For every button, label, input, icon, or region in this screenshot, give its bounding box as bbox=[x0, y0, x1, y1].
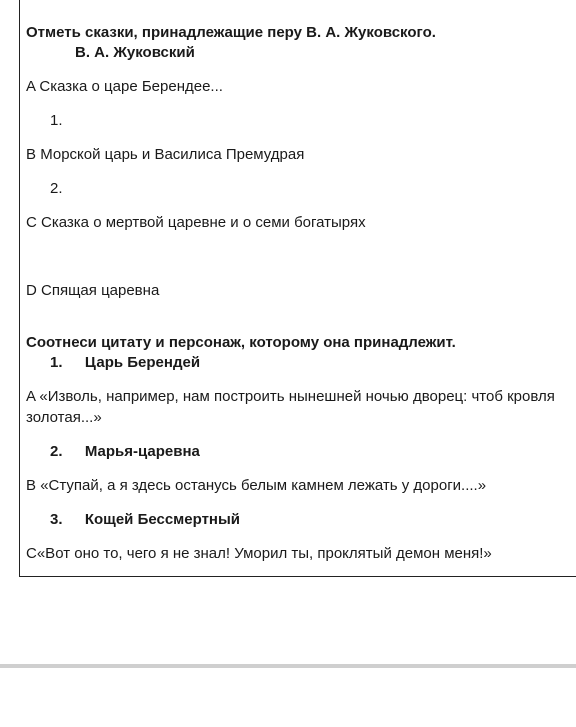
option-letter: B bbox=[26, 146, 37, 163]
quote-c bbox=[26, 545, 492, 563]
list-number-2: 2. bbox=[50, 180, 63, 197]
quote-text: «Изволь, например, нам построить нынешней ночью дворец: чтоб кровля bbox=[39, 388, 555, 405]
section2-title: Соотнеси цитату и персонаж, которому она принадлежит. bbox=[26, 334, 456, 351]
character-3 bbox=[50, 511, 240, 529]
character-number: 2. bbox=[50, 443, 63, 460]
option-letter: C bbox=[26, 214, 37, 231]
quote-text: «Ступай, а я здесь останусь белым камнем лежать у дороги....» bbox=[40, 477, 487, 494]
character-name: Царь Берендей bbox=[84, 354, 201, 371]
quote-letter: B bbox=[26, 477, 37, 494]
character-name: Марья-царевна bbox=[84, 443, 200, 460]
character-number: 3. bbox=[50, 511, 63, 528]
quote-text: «Вот оно то, чего я не знал! Уморил ты, проклятый демон меня!» bbox=[36, 545, 492, 562]
quote-a-continuation: золотая...» bbox=[26, 409, 102, 426]
option-c bbox=[26, 214, 366, 232]
option-d bbox=[26, 282, 159, 300]
quote-a bbox=[26, 388, 555, 406]
quote-b bbox=[26, 477, 486, 495]
quote-letter: A bbox=[26, 388, 36, 405]
option-text: Спящая царевна bbox=[41, 282, 160, 299]
quote-letter: C bbox=[26, 545, 37, 562]
option-letter: A bbox=[26, 78, 36, 95]
list-number-1: 1. bbox=[50, 112, 63, 129]
option-text: Сказка о царе Берендее... bbox=[39, 78, 223, 95]
section1-title: Отметь сказки, принадлежащие перу В. А. Жуковского. bbox=[26, 24, 436, 41]
character-number: 1. bbox=[50, 354, 63, 371]
character-name: Кощей Бессмертный bbox=[84, 511, 241, 528]
option-text: Сказка о мертвой царевне и о семи богатырях bbox=[41, 214, 366, 231]
character-1 bbox=[50, 354, 200, 372]
option-b bbox=[26, 146, 304, 164]
option-letter: D bbox=[26, 282, 37, 299]
author-name: В. А. Жуковский bbox=[75, 44, 195, 61]
bottom-divider bbox=[0, 664, 576, 668]
option-text: Морской царь и Василиса Премудрая bbox=[40, 146, 305, 163]
option-a bbox=[26, 78, 223, 96]
character-2 bbox=[50, 443, 200, 461]
